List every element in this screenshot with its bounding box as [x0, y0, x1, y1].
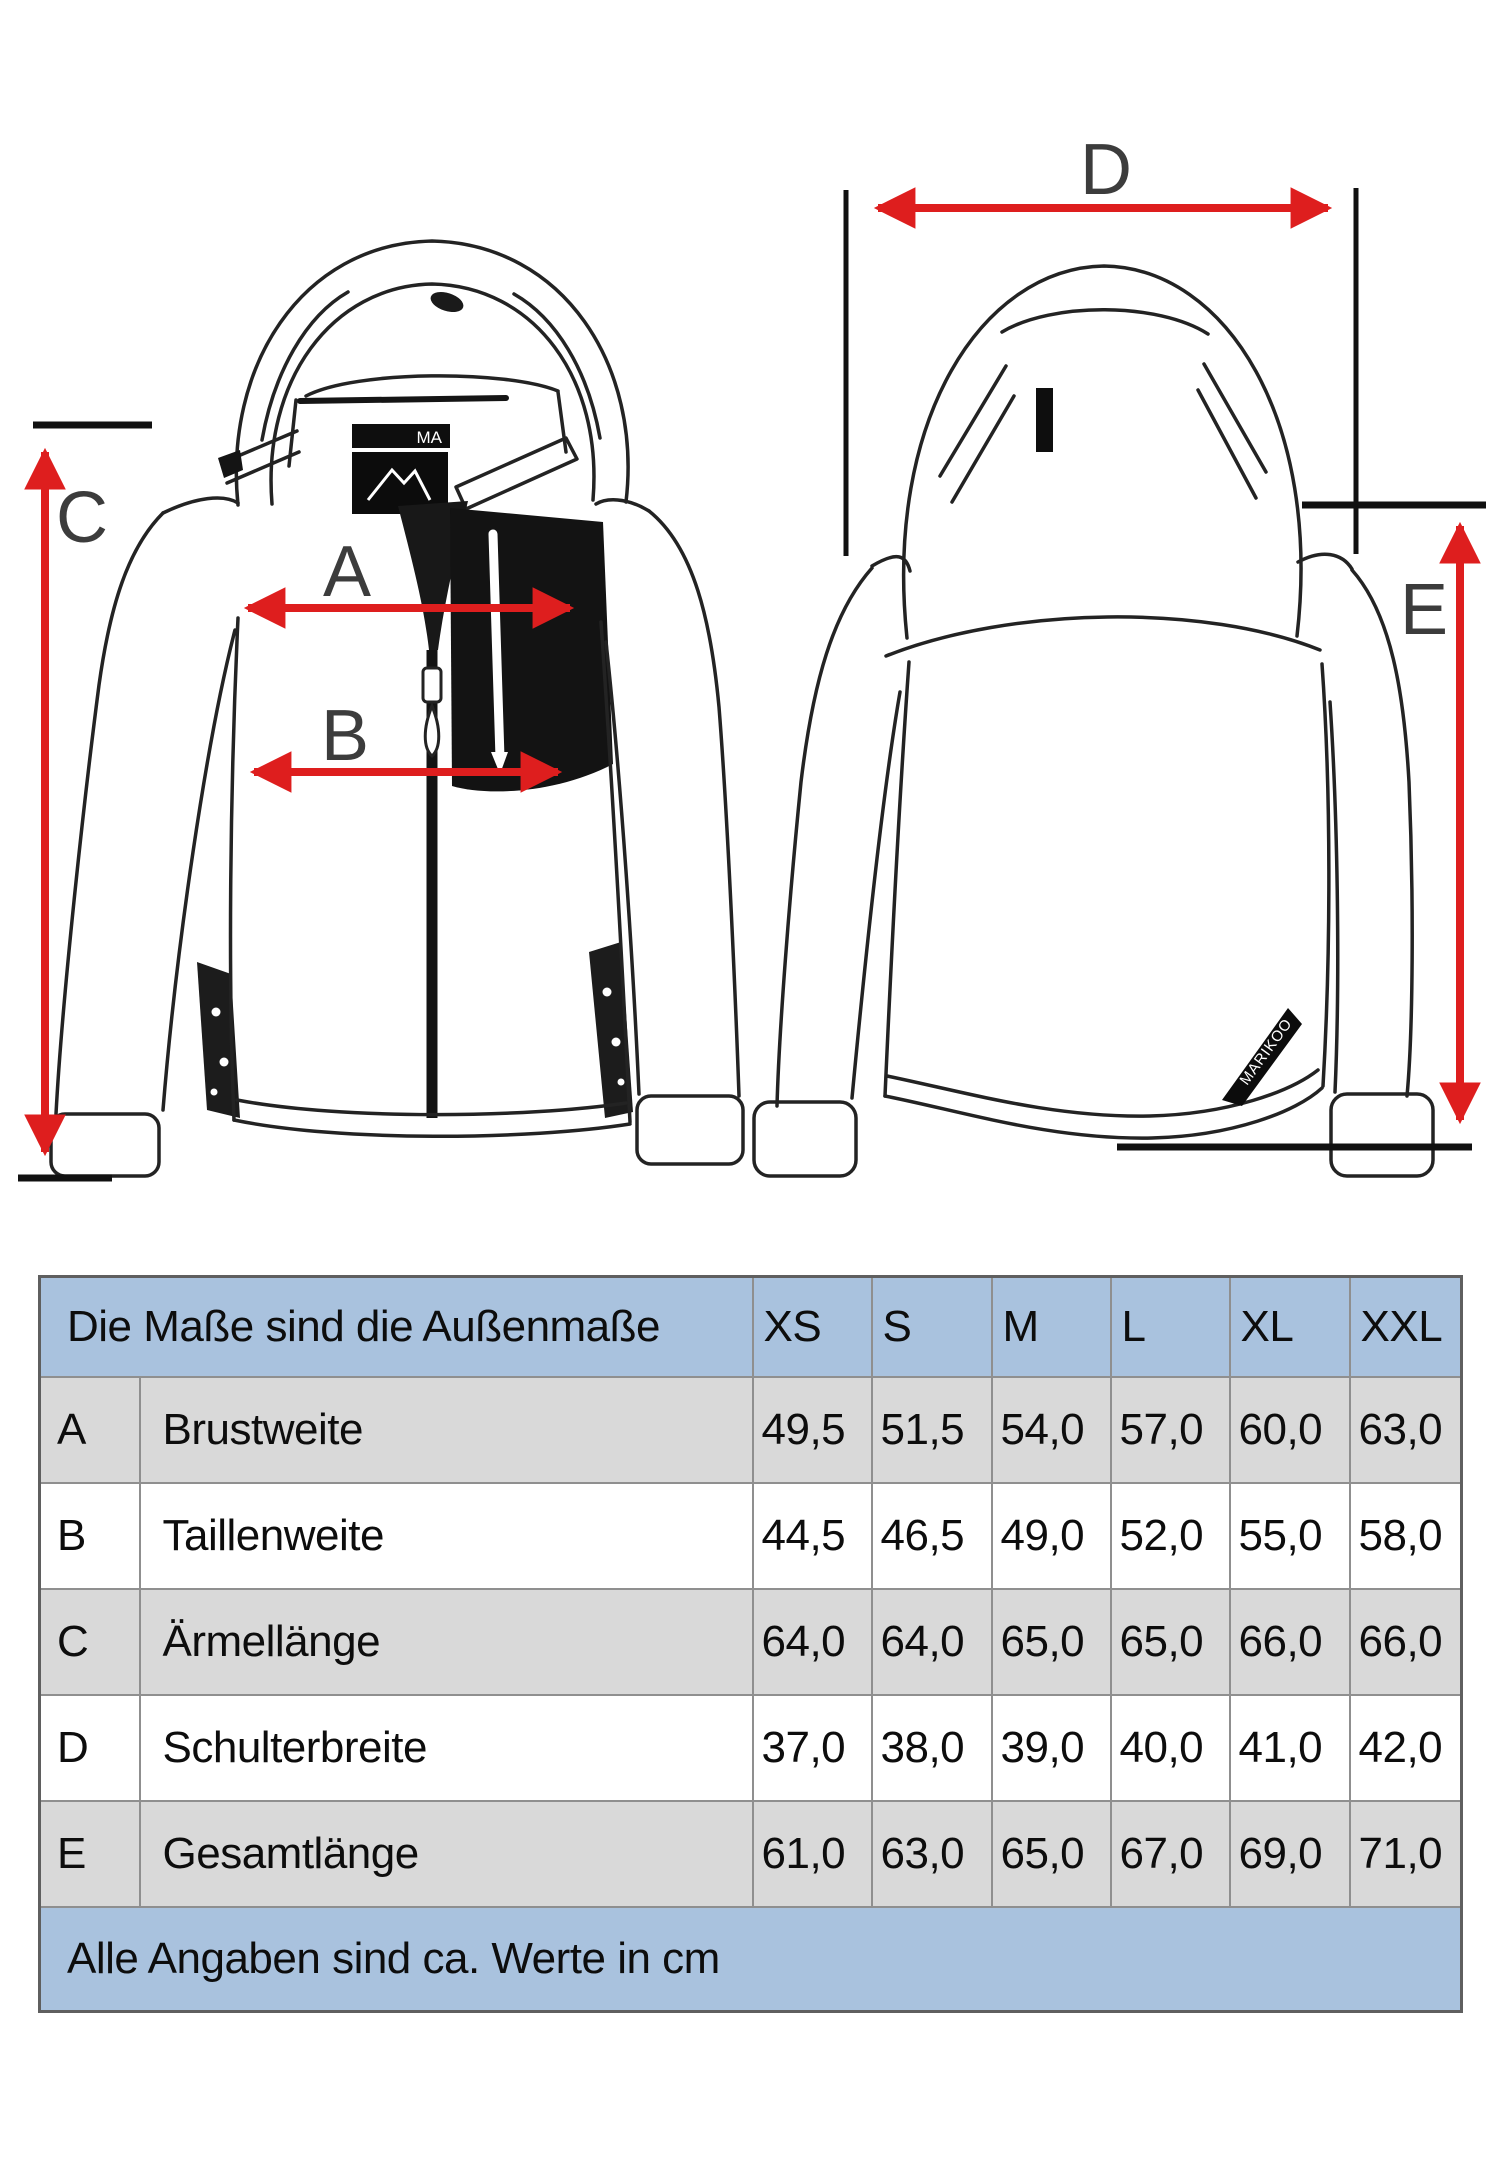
measurement-c	[45, 452, 108, 1152]
front-body-outline	[51, 498, 743, 1176]
measurement-value: 66,0	[1230, 1589, 1350, 1695]
measurement-value: 44,5	[753, 1483, 872, 1589]
measurement-d	[878, 130, 1328, 210]
size-col-header-m: M	[992, 1277, 1111, 1377]
measurement-label: Ärmellänge	[140, 1589, 753, 1695]
measurement-value: 60,0	[1230, 1377, 1350, 1483]
measurement-value: 41,0	[1230, 1695, 1350, 1801]
measure-label-d: D	[1080, 130, 1132, 210]
front-brand-patch	[352, 424, 450, 514]
measurement-value: 65,0	[1111, 1589, 1230, 1695]
measurement-value: 52,0	[1111, 1483, 1230, 1589]
measurement-value: 42,0	[1350, 1695, 1462, 1801]
row-key: B	[40, 1483, 140, 1589]
measurement-value: 63,0	[872, 1801, 992, 1907]
table-row-b	[40, 1483, 1462, 1589]
measurement-value: 39,0	[992, 1695, 1111, 1801]
measurement-value: 46,5	[872, 1483, 992, 1589]
table-row-e	[40, 1801, 1462, 1907]
back-brand-tag	[1222, 1008, 1302, 1106]
front-chest-pocket	[450, 508, 613, 791]
measurement-value: 65,0	[992, 1801, 1111, 1907]
measurement-value: 69,0	[1230, 1801, 1350, 1907]
measurement-value: 64,0	[872, 1589, 992, 1695]
measure-label-e: E	[1399, 570, 1449, 650]
size-col-header-xs: XS	[753, 1277, 872, 1377]
hood-mark	[428, 288, 466, 316]
table-footnote: Alle Angaben sind ca. Werte in cm	[40, 1907, 1462, 2012]
back-body-outline	[754, 554, 1433, 1176]
measurement-value: 38,0	[872, 1695, 992, 1801]
back-hood	[904, 266, 1301, 638]
back-brand-tag-text: MARIKOO	[1236, 1015, 1296, 1089]
back-jacket-sketch	[754, 266, 1433, 1176]
measurement-value: 49,0	[992, 1483, 1111, 1589]
measurement-value: 54,0	[992, 1377, 1111, 1483]
measurement-value: 65,0	[992, 1589, 1111, 1695]
measurement-value: 51,5	[872, 1377, 992, 1483]
row-key: D	[40, 1695, 140, 1801]
measure-label-a: A	[322, 532, 372, 612]
measurement-value: 63,0	[1350, 1377, 1462, 1483]
hood-brand-tag	[1036, 388, 1053, 452]
size-col-header-s: S	[872, 1277, 992, 1377]
table-row-d	[40, 1695, 1462, 1801]
measurement-value: 61,0	[753, 1801, 872, 1907]
measurement-label: Brustweite	[140, 1377, 753, 1483]
measurement-label: Schulterbreite	[140, 1695, 753, 1801]
measurement-value: 67,0	[1111, 1801, 1230, 1907]
measurement-value: 66,0	[1350, 1589, 1462, 1695]
table-title: Die Maße sind die Außenmaße	[40, 1277, 753, 1377]
measurement-value: 64,0	[753, 1589, 872, 1695]
measurement-value: 37,0	[753, 1695, 872, 1801]
table-header-row	[40, 1277, 1462, 1377]
measurement-value: 58,0	[1350, 1483, 1462, 1589]
measurement-value: 40,0	[1111, 1695, 1230, 1801]
row-key: A	[40, 1377, 140, 1483]
measure-label-b: B	[320, 696, 370, 776]
size-col-header-l: L	[1111, 1277, 1230, 1377]
measurement-label: Gesamtlänge	[140, 1801, 753, 1907]
collar-tag-text: MA	[416, 428, 442, 447]
size-table	[38, 1275, 1463, 2013]
measure-label-c: C	[56, 478, 108, 558]
measurement-value: 71,0	[1350, 1801, 1462, 1907]
table-footnote-row	[40, 1907, 1462, 2012]
row-key: C	[40, 1589, 140, 1695]
measurement-ticks	[18, 188, 1486, 1178]
table-row-c	[40, 1589, 1462, 1695]
table-row-a	[40, 1377, 1462, 1483]
measurement-label: Taillenweite	[140, 1483, 753, 1589]
size-col-header-xxl: XXL	[1350, 1277, 1462, 1377]
measurement-value: 57,0	[1111, 1377, 1230, 1483]
row-key: E	[40, 1801, 140, 1907]
size-col-header-xl: XL	[1230, 1277, 1350, 1377]
measurement-value: 49,5	[753, 1377, 872, 1483]
front-jacket-sketch	[51, 241, 743, 1176]
measurement-value: 55,0	[1230, 1483, 1350, 1589]
